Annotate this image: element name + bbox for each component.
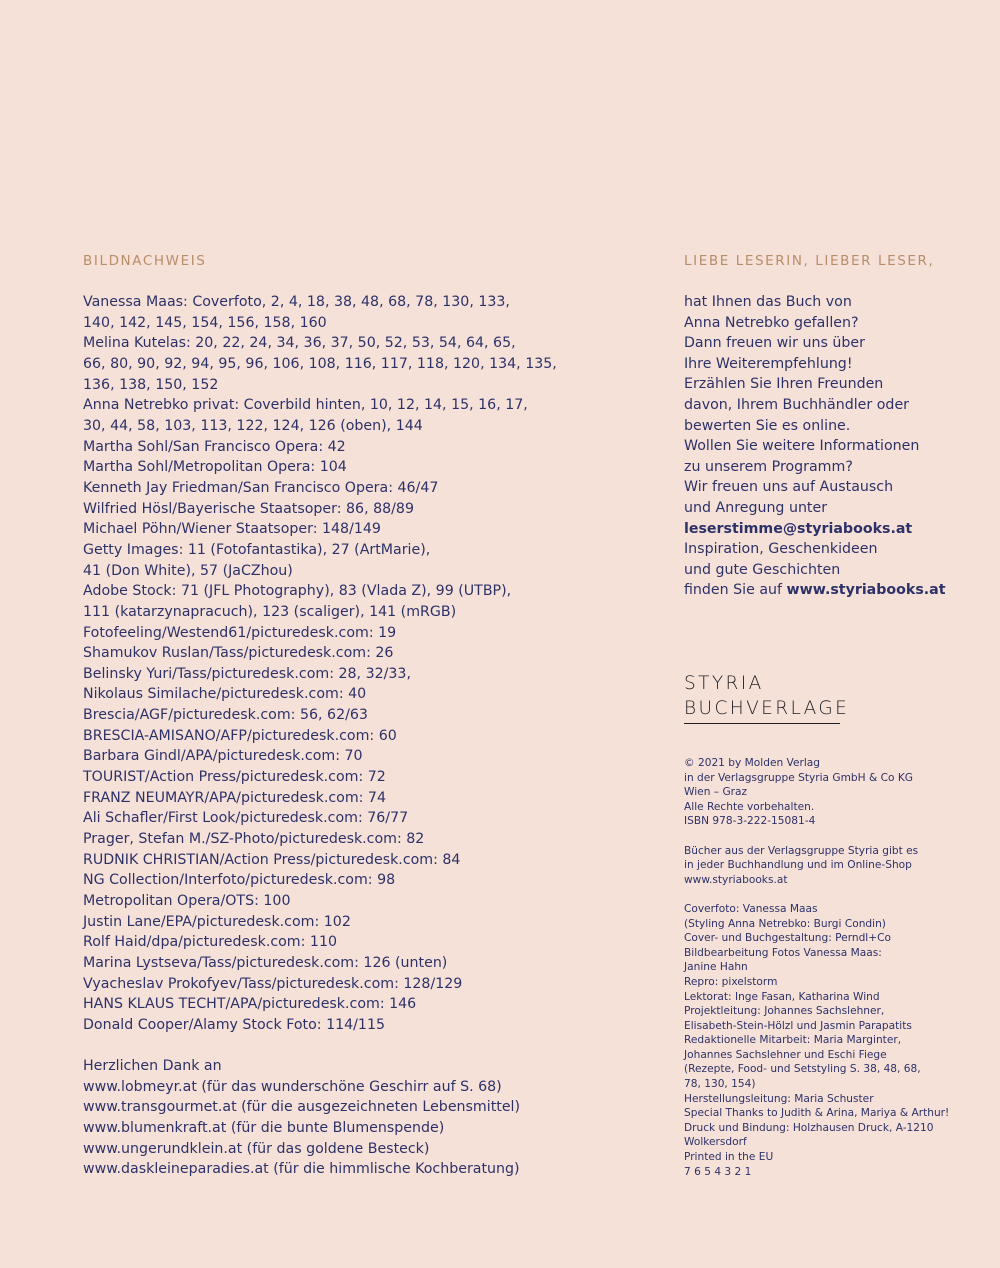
- reader-line: bewerten Sie es online.: [684, 417, 851, 434]
- credit-line: Marina Lystseva/Tass/picturedesk.com: 126 (unten): [83, 955, 448, 971]
- imprint-line: (Rezepte, Food- und Setstyling S. 38, 48, 68,: [684, 1063, 921, 1076]
- credit-line: Martha Sohl/Metropolitan Opera: 104: [83, 459, 347, 476]
- credit-line: Donald Cooper/Alamy Stock Foto: 114/115: [83, 1016, 386, 1033]
- imprint: [684, 756, 984, 1179]
- imprint-line: Cover- und Buchgestaltung: Perndl+Co: [684, 932, 892, 945]
- credit-line: Justin Lane/EPA/picturedesk.com: 102: [83, 913, 351, 930]
- imprint-gap: [684, 829, 984, 844]
- credit-line: HANS KLAUS TECHT/APA/picturedesk.com: 146: [83, 996, 417, 1013]
- credit-line: Melina Kutelas: 20, 22, 24, 34, 36, 37, 50, 52, 53, 54, 64, 65,: [83, 335, 516, 352]
- credits-column: [83, 251, 557, 1180]
- credit-line: Prager, Stefan M./SZ-Photo/picturedesk.com: 82: [83, 831, 425, 848]
- credit-line: Vyacheslav Prokofyev/Tass/picturedesk.com: 128/129: [83, 975, 463, 992]
- credit-line: TOURIST/Action Press/picturedesk.com: 72: [83, 769, 386, 786]
- credit-line: FRANZ NEUMAYR/APA/picturedesk.com: 74: [83, 789, 386, 806]
- reader-heading: LIEBE LESERIN, LIEBER LESER,: [684, 253, 935, 269]
- reader-line: und Anregung unter: [684, 499, 828, 516]
- reader-column: [684, 251, 974, 601]
- imprint-line: Janine Hahn: [684, 961, 748, 974]
- reader-line: Wir freuen uns auf Austausch: [684, 479, 894, 496]
- logo-line-2: BUCHVERLAGE: [684, 698, 850, 719]
- imprint-line: (Styling Anna Netrebko: Burgi Condin): [684, 917, 886, 930]
- reader-line: hat Ihnen das Buch von: [684, 294, 852, 310]
- imprint-line: in jeder Buchhandlung und im Online-Shop: [684, 859, 912, 872]
- thanks-intro: Herzlichen Dank an: [83, 1058, 222, 1075]
- credit-line: Belinsky Yuri/Tass/picturedesk.com: 28, 32/33,: [83, 665, 411, 682]
- credit-line: Wilfried Hösl/Bayerische Staatsoper: 86, 88/89: [83, 500, 414, 517]
- email-link[interactable]: leserstimme@styriabooks.at: [684, 520, 913, 537]
- credits-list: [83, 292, 557, 1036]
- imprint-line: Lektorat: Inge Fasan, Katharina Wind: [684, 990, 880, 1003]
- credits-heading: BILDNACHWEIS: [83, 253, 207, 269]
- imprint-line: Redaktionelle Mitarbeit: Maria Marginter,: [684, 1034, 902, 1047]
- reader-message: [684, 292, 974, 601]
- imprint-line: © 2021 by Molden Verlag: [684, 757, 820, 769]
- reader-line: Erzählen Sie Ihren Freunden: [684, 376, 884, 393]
- reader-line: Wollen Sie weitere Informationen: [684, 438, 920, 455]
- imprint-line: Special Thanks to Judith & Arina, Mariya & Arthur!: [684, 1107, 950, 1120]
- imprint-line: 7 6 5 4 3 2 1: [684, 1165, 752, 1178]
- reader-line: Ihre Weiterempfehlung!: [684, 355, 853, 372]
- imprint-line: Projektleitung: Johannes Sachslehner,: [684, 1005, 885, 1018]
- credit-line: 111 (katarzynapracuch), 123 (scaliger), 141 (mRGB): [83, 603, 457, 620]
- reader-last-line: [684, 580, 974, 601]
- logo-line-1: STYRIA: [684, 673, 764, 694]
- imprint-line: 78, 130, 154): [684, 1078, 756, 1091]
- credit-line: Brescia/AGF/picturedesk.com: 56, 62/63: [83, 707, 368, 724]
- imprint-line: Bücher aus der Verlagsgruppe Styria gibt es: [684, 844, 919, 857]
- credit-line: BRESCIA-AMISANO/AFP/picturedesk.com: 60: [83, 727, 397, 744]
- reader-line: Anna Netrebko gefallen?: [684, 314, 859, 331]
- credit-line: Adobe Stock: 71 (JFL Photography), 83 (Vlada Z), 99 (UTBP),: [83, 583, 512, 600]
- logo-underline: [684, 723, 840, 724]
- imprint-line: ISBN 978-3-222-15081-4: [684, 815, 816, 828]
- imprint-line: Druck und Bindung: Holzhausen Druck, A-1210: [684, 1121, 934, 1134]
- imprint-line: Wolkersdorf: [684, 1136, 747, 1149]
- imprint-line: www.styriabooks.at: [684, 873, 788, 886]
- imprint-line: Alle Rechte vorbehalten.: [684, 800, 815, 813]
- imprint-line: Printed in the EU: [684, 1151, 774, 1164]
- credit-line: 140, 142, 145, 154, 156, 158, 160: [83, 314, 327, 331]
- thanks-line: www.daskleineparadies.at (für die himmlische Kochberatung): [83, 1161, 520, 1178]
- credit-line: RUDNIK CHRISTIAN/Action Press/picturedesk.com: 84: [83, 851, 461, 868]
- imprint-line: Bildbearbeitung Fotos Vanessa Maas:: [684, 946, 882, 959]
- reader-last-prefix: finden Sie auf: [684, 582, 787, 599]
- imprint-line: in der Verlagsgruppe Styria GmbH & Co KG: [684, 771, 914, 784]
- imprint-line: Johannes Sachslehner und Eschi Fiege: [684, 1048, 887, 1061]
- credit-line: Metropolitan Opera/OTS: 100: [83, 893, 291, 910]
- thanks-line: www.transgourmet.at (für die ausgezeichneten Lebensmittel): [83, 1099, 521, 1116]
- thanks-line: www.ungerundklein.at (für das goldene Besteck): [83, 1140, 430, 1157]
- credit-line: NG Collection/Interfoto/picturedesk.com: 98: [83, 872, 396, 889]
- reader-line: davon, Ihrem Buchhändler oder: [684, 396, 910, 413]
- credit-line: Anna Netrebko privat: Coverbild hinten, 10, 12, 14, 15, 16, 17,: [83, 397, 528, 414]
- credit-line: Vanessa Maas: Coverfoto, 2, 4, 18, 38, 48, 68, 78, 130, 133,: [83, 294, 510, 310]
- credit-line: 136, 138, 150, 152: [83, 376, 219, 393]
- thanks-line: www.lobmeyr.at (für das wunderschöne Geschirr auf S. 68): [83, 1078, 502, 1095]
- credit-line: Shamukov Ruslan/Tass/picturedesk.com: 26: [83, 645, 394, 662]
- reader-line: Inspiration, Geschenkideen: [684, 541, 878, 558]
- credit-line: Fotofeeling/Westend61/picturedesk.com: 19: [83, 624, 397, 641]
- thanks-line: www.blumenkraft.at (für die bunte Blumenspende): [83, 1120, 445, 1137]
- imprint-line: Elisabeth-Stein-Hölzl und Jasmin Parapatits: [684, 1019, 912, 1032]
- credit-line: Barbara Gindl/APA/picturedesk.com: 70: [83, 748, 363, 765]
- credit-line: Rolf Haid/dpa/picturedesk.com: 110: [83, 934, 337, 951]
- imprint-line: Repro: pixelstorm: [684, 975, 778, 988]
- credit-line: Ali Schafler/First Look/picturedesk.com: 76/77: [83, 810, 409, 827]
- credit-line: Nikolaus Similache/picturedesk.com: 40: [83, 686, 367, 703]
- credit-line: Kenneth Jay Friedman/San Francisco Opera: 46/47: [83, 479, 439, 496]
- imprint-line: Wien – Graz: [684, 786, 748, 799]
- credit-line: 66, 80, 90, 92, 94, 95, 96, 106, 108, 116, 117, 118, 120, 134, 135,: [83, 355, 557, 372]
- website-link[interactable]: www.styriabooks.at: [786, 582, 946, 599]
- credit-line: 30, 44, 58, 103, 113, 122, 124, 126 (oben), 144: [83, 417, 423, 434]
- reader-line: zu unserem Programm?: [684, 458, 853, 475]
- credit-line: Michael Pöhn/Wiener Staatsoper: 148/149: [83, 521, 381, 538]
- imprint-line: Herstellungsleitung: Maria Schuster: [684, 1092, 874, 1105]
- styria-logo: [684, 671, 849, 721]
- credit-line: Getty Images: 11 (Fotofantastika), 27 (ArtMarie),: [83, 541, 431, 558]
- imprint-gap: [684, 887, 984, 902]
- credit-line: Martha Sohl/San Francisco Opera: 42: [83, 438, 346, 455]
- thanks-list: [83, 1056, 553, 1180]
- reader-line: und gute Geschichten: [684, 561, 841, 578]
- credit-line: 41 (Don White), 57 (JaCZhou): [83, 562, 293, 579]
- reader-line: Dann freuen wir uns über: [684, 335, 865, 352]
- imprint-line: Coverfoto: Vanessa Maas: [684, 902, 818, 915]
